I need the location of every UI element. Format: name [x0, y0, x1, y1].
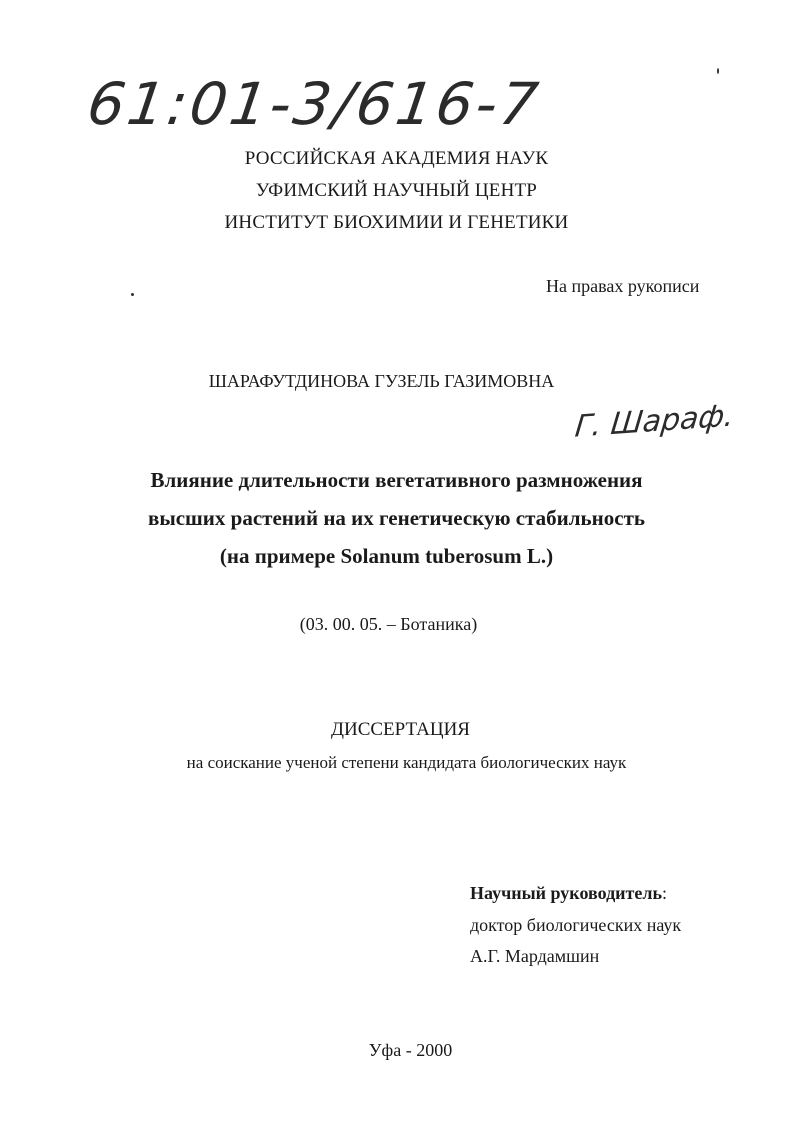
academy-name: РОССИЙСКАЯ АКАДЕМИЯ НАУК [244, 148, 549, 169]
archive-number-handwritten: 61:01-3/616-7 [83, 70, 545, 138]
supervisor-label: Научный руководитель [470, 883, 662, 903]
supervisor-label-row [470, 883, 667, 904]
author-name: ШАРАФУТДИНОВА ГУЗЕЛЬ ГАЗИМОВНА [208, 371, 555, 391]
scientific-center-name: УФИМСКИЙ НАУЧНЫЙ ЦЕНТР [255, 180, 538, 201]
supervisor-degree: доктор биологических наук [470, 915, 682, 935]
supervisor-name: А.Г. Мардамшин [470, 946, 600, 966]
scan-speck [717, 68, 719, 74]
title-line-3: (на примере Solanum tuberosum L.) [219, 544, 554, 568]
title-line-2: высших растений на их генетическую стабильность [148, 506, 645, 530]
place-year: Уфа - 2000 [368, 1040, 453, 1060]
supervisor-label-colon: : [662, 883, 668, 903]
institute-name: ИНСТИТУТ БИОХИМИИ И ГЕНЕТИКИ [224, 212, 569, 233]
degree-description: на соискание ученой степени кандидата биологических наук [186, 753, 627, 772]
title-line-1: Влияние длительности вегетативного размножения [150, 468, 643, 492]
manuscript-rights: На правах рукописи [546, 276, 700, 296]
specialty-code: (03. 00. 05. – Ботаника) [299, 614, 478, 634]
author-signature: Г. Шараф. [573, 398, 736, 445]
scan-speck [131, 293, 134, 296]
work-type: ДИССЕРТАЦИЯ [331, 719, 470, 740]
